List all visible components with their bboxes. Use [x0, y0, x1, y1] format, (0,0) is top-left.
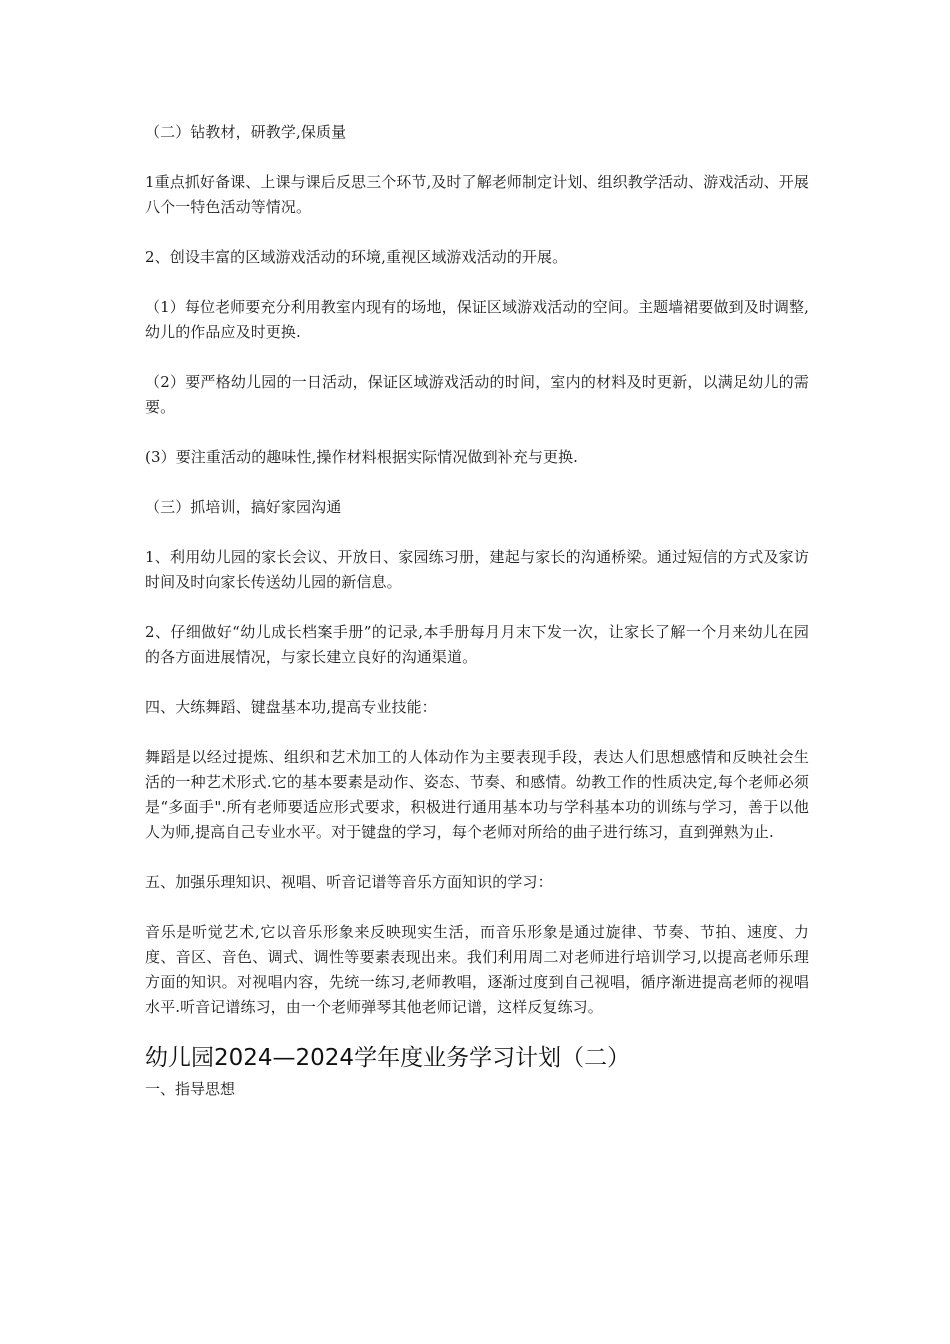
paragraph: （1）每位老师要充分利用教室内现有的场地，保证区域游戏活动的空间。主题墙裙要做到及时调整,幼儿的作品应及时更换. [145, 298, 809, 341]
paragraph: （2）要严格幼儿园的一日活动，保证区域游戏活动的时间，室内的材料及时更新，以满足幼儿的需要。 [145, 373, 809, 416]
section-heading-4: 四、大练舞蹈、键盘基本功,提高专业技能： [145, 698, 437, 716]
paragraph: 1、利用幼儿园的家长会议、开放日、家园练习册，建起与家长的沟通桥梁。通过短信的方式及家访时间及时向家长传送幼儿园的新信息。 [145, 548, 809, 591]
document-title: 幼儿园2024—2024学年度业务学习计划（二） [145, 1045, 631, 1071]
paragraph: 音乐是听觉艺术,它以音乐形象来反映现实生活，而音乐形象是通过旋律、节奏、节拍、速度、力度、音区、音色、调式、调性等要素表现出来。我们利用周二对老师进行培训学习,以提高老师乐理方面的知识。对视唱内容，先统一练习,老师教唱，逐渐过度到自己视唱，循序渐进提高老师的视唱水平.听音记谱练习，由一个老师弹琴其他老师记谱，这样反复练习。 [145, 923, 809, 1016]
paragraph: (3）要注重活动的趣味性,操作材料根据实际情况做到补充与更换. [145, 448, 579, 466]
section-heading-2: （二）钻教材，研教学,保质量 [145, 123, 347, 141]
paragraph: 舞蹈是以经过提炼、组织和艺术加工的人体动作为主要表现手段，表达人们思想感情和反映社会生活的一种艺术形式.它的基本要素是动作、姿态、节奏、和感情。幼教工作的性质决定,每个老师必须是“多面手".所有老师要适应形式要求，积极进行通用基本功与学科基本功的训练与学习，善于以他人为师,提高自己专业水平。对于键盘的学习，每个老师对所给的曲子进行练习，直到弹熟为止. [145, 748, 809, 841]
paragraph: 2、仔细做好“幼儿成长档案手册”的记录,本手册每月月末下发一次，让家长了解一个月来幼儿在园的各方面进展情况，与家长建立良好的沟通渠道。 [145, 623, 809, 666]
paragraph: 2、创设丰富的区域游戏活动的环境,重视区域游戏活动的开展。 [145, 248, 568, 266]
subsection-heading: 一、指导思想 [145, 1080, 236, 1098]
section-heading-3: （三）抓培训，搞好家园沟通 [145, 498, 342, 516]
document-page [145, 120, 809, 1102]
section-heading-5: 五、加强乐理知识、视唱、听音记谱等音乐方面知识的学习： [145, 873, 553, 891]
paragraph: 1重点抓好备课、上课与课后反思三个环节,及时了解老师制定计划、组织教学活动、游戏活动、开展八个一特色活动等情况。 [145, 173, 809, 216]
